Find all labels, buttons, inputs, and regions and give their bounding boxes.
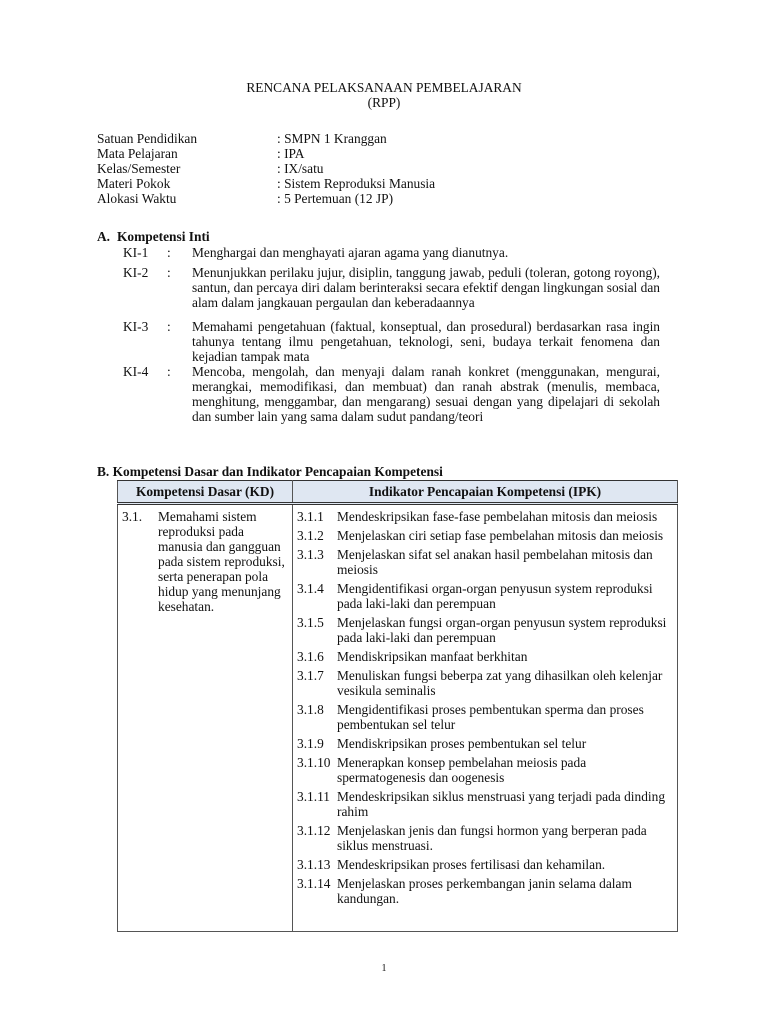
ki-item: [123, 319, 660, 364]
ki-text-cut: keberadaannya: [394, 295, 475, 310]
ipk-item: [297, 789, 677, 819]
identity-value: : 5 Pertemuan (12 JP): [277, 191, 394, 206]
ipk-text: Mendeskripsikan siklus menstruasi yang terjadi pada dinding rahim: [337, 789, 666, 819]
ipk-number: 3.1.4: [297, 581, 324, 596]
page-number: 1: [381, 963, 387, 974]
ki-code: KI-3: [123, 319, 149, 334]
ipk-text: Menjelaskan ciri setiap fase pembelahan mitosis dan meiosis: [337, 528, 664, 543]
ipk-number: 3.1.9: [297, 736, 324, 751]
ipk-item: [297, 581, 677, 611]
section-a-marker: A.: [97, 229, 111, 244]
identity-row: [97, 176, 697, 191]
ipk-column-header: Indikator Pencapaian Kompetensi (IPK): [293, 481, 678, 504]
section-a-heading: [97, 229, 210, 244]
identity-value: : IX/satu: [277, 161, 324, 176]
ki-colon: :: [167, 319, 171, 334]
ipk-item: [297, 736, 677, 751]
ipk-item: [297, 702, 677, 732]
ipk-text: Mendeskripsikan proses fertilisasi dan kehamilan.: [337, 857, 606, 872]
ipk-item: [297, 528, 677, 543]
competency-table: [117, 480, 678, 932]
identity-row: [97, 146, 697, 161]
ki-item: [123, 364, 660, 439]
ki-text: Menunjukkan perilaku jujur, disiplin, tanggung jawab, peduli (toleran, gotong royong), santun, dan percaya diri dalam berinteraksi secara efektif dengan lingkungan sosial dan alam dalam jangkauan pergaulan dan: [192, 265, 660, 310]
ipk-number: 3.1.6: [297, 649, 324, 664]
ki-text: Mencoba, mengolah, dan menyaji dalam ranah konkret (menggunakan, mengurai, merangkai, memodifikasi, dan membuat) dan ranah abstrak (menulis, membaca, menghitung, menggambar, dan mengarang) sesuai dengan yang dipelajari di sekolah dan sumber lain yang sama dalam sudut pandang/teori: [192, 364, 660, 424]
ipk-text: Menjelaskan sifat sel anakan hasil pembelahan mitosis dan meiosis: [337, 547, 653, 577]
identity-value: : SMPN 1 Kranggan: [277, 131, 387, 146]
ipk-item: [297, 668, 677, 698]
ipk-text: Menjelaskan proses perkembangan janin selama dalam kandungan.: [337, 876, 632, 906]
ki-colon: :: [167, 364, 171, 379]
table-row: [118, 504, 678, 932]
identity-value: : IPA: [277, 146, 305, 161]
identity-label: Materi Pokok: [97, 176, 171, 191]
ipk-number: 3.1.10: [297, 755, 331, 770]
ipk-text: Menuliskan fungsi beberpa zat yang dihasilkan oleh kelenjar vesikula seminalis: [337, 668, 663, 698]
ki-text-block: [192, 265, 660, 315]
identity-block: [97, 131, 697, 206]
kd-column-header: Kompetensi Dasar (KD): [118, 481, 293, 504]
ipk-number: 3.1.3: [297, 547, 324, 562]
ipk-cell: [293, 504, 678, 932]
ki-text: Memahami pengetahuan (faktual, konseptual, dan prosedural) berdasarkan rasa ingin tahunya tentang ilmu pengetahuan, teknologi, seni, budaya terkait fenomena dan kejadian tampak mata: [192, 319, 660, 364]
ipk-item: [297, 755, 677, 785]
ipk-text: Mendiskripsikan manfaat berkhitan: [337, 649, 528, 664]
ipk-number: 3.1.7: [297, 668, 324, 683]
identity-label: Satuan Pendidikan: [97, 131, 198, 146]
ki-colon: :: [167, 245, 171, 260]
table-header-row: [118, 481, 678, 504]
ipk-text: Mendeskripsikan fase-fase pembelahan mitosis dan meiosis: [337, 509, 658, 524]
ipk-number: 3.1.8: [297, 702, 324, 717]
document-subtitle: (RPP): [367, 95, 401, 110]
ipk-item: [297, 509, 677, 524]
identity-label: Alokasi Waktu: [97, 191, 177, 206]
ki-code: KI-1: [123, 245, 149, 260]
ipk-number: 3.1.12: [297, 823, 331, 838]
identity-row: [97, 191, 697, 206]
kd-text: Memahami sistem reproduksi pada manusia dan gangguan pada sistem reproduksi, serta penerapan pola hidup yang menunjang kesehatan.: [158, 509, 285, 614]
ki-item: [123, 245, 660, 260]
identity-row: [97, 161, 697, 176]
ki-colon: :: [167, 265, 171, 280]
ki-item: [123, 265, 660, 315]
ipk-text: Menjelaskan jenis dan fungsi hormon yang berperan pada siklus menstruasi.: [337, 823, 647, 853]
ipk-text: Mendiskripsikan proses pembentukan sel telur: [337, 736, 587, 751]
ipk-number: 3.1.1: [297, 509, 324, 524]
ipk-item: [297, 547, 677, 577]
identity-row: [97, 131, 697, 146]
kd-cell: [118, 504, 293, 932]
identity-label: Mata Pelajaran: [97, 146, 178, 161]
identity-label: Kelas/Semester: [97, 161, 181, 176]
kd-number: 3.1.: [122, 509, 143, 524]
ipk-item: [297, 649, 677, 664]
ipk-item: [297, 823, 677, 853]
ipk-number: 3.1.5: [297, 615, 324, 630]
ipk-text: Mengidentifikasi proses pembentukan sperma dan proses pembentukan sel telur: [337, 702, 644, 732]
ipk-text: Mengidentifikasi organ-organ penyusun system reproduksi pada laki-laki dan perempuan: [337, 581, 653, 611]
ipk-number: 3.1.2: [297, 528, 324, 543]
ipk-item: [297, 615, 677, 645]
identity-value: : Sistem Reproduksi Manusia: [277, 176, 436, 191]
ipk-number: 3.1.14: [297, 876, 331, 891]
ipk-number: 3.1.13: [297, 857, 331, 872]
ipk-item: [297, 876, 677, 906]
section-a-title: Kompetensi Inti: [117, 229, 210, 244]
ipk-text: Menerapkan konsep pembelahan meiosis pada spermatogenesis dan oogenesis: [337, 755, 587, 785]
ipk-number: 3.1.11: [297, 789, 330, 804]
ki-code: KI-4: [123, 364, 149, 379]
document-title: RENCANA PELAKSANAAN PEMBELAJARAN: [246, 80, 522, 95]
section-b-heading: B. Kompetensi Dasar dan Indikator Pencapaian Kompetensi: [97, 464, 443, 479]
ipk-text: Menjelaskan fungsi organ-organ penyusun system reproduksi pada laki-laki dan perempuan: [337, 615, 667, 645]
ipk-item: [297, 857, 677, 872]
ki-text: Menghargai dan menghayati ajaran agama yang dianutnya.: [192, 245, 509, 260]
ki-code: KI-2: [123, 265, 149, 280]
